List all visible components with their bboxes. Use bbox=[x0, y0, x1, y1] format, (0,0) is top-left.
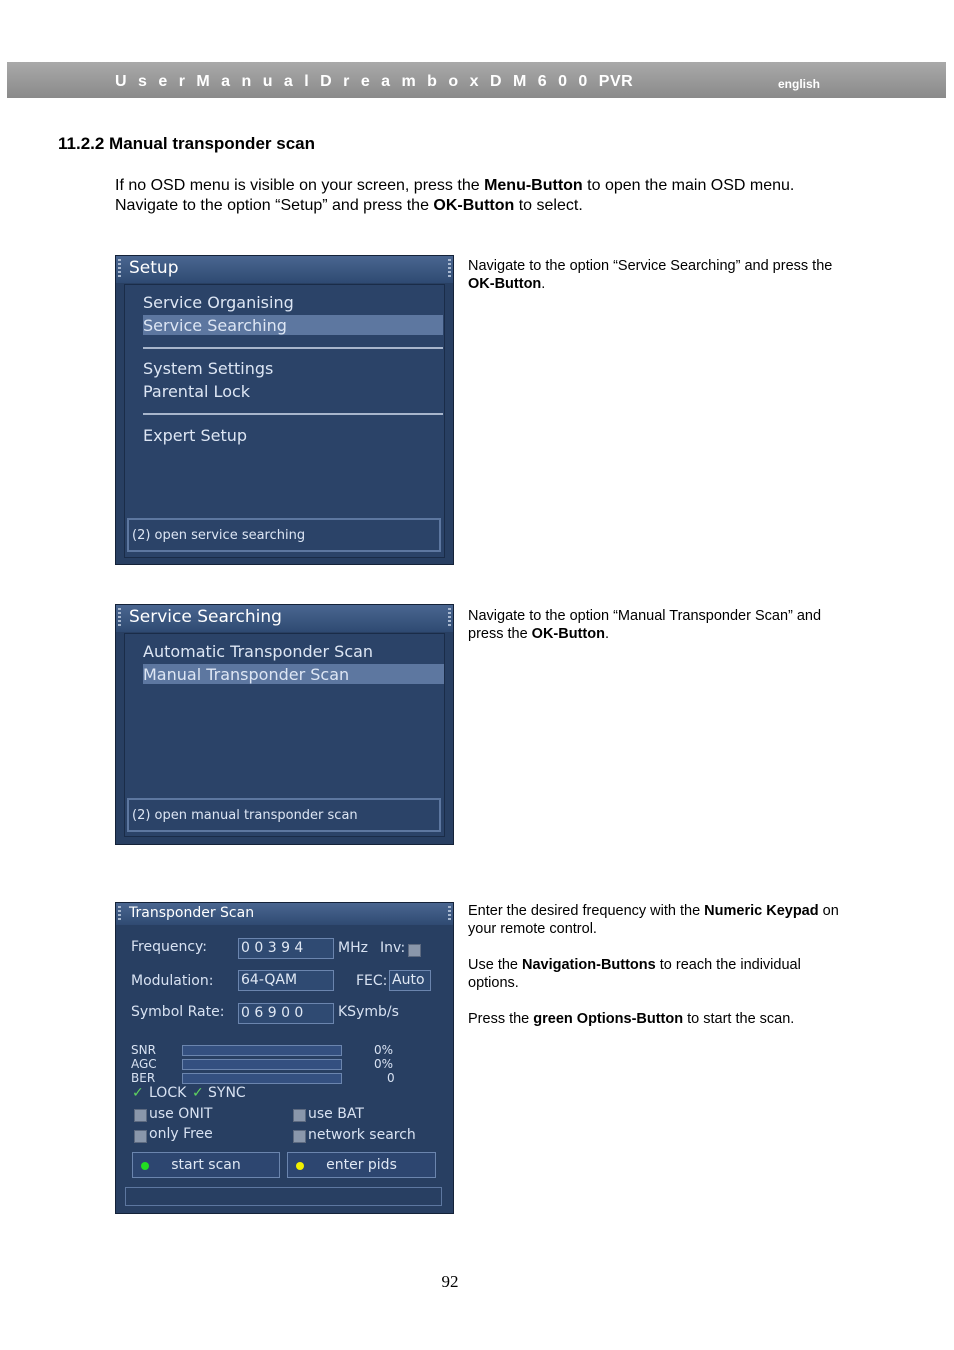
menu-item-expert-setup[interactable]: Expert Setup bbox=[143, 426, 248, 445]
sync-check-icon: ✓ bbox=[192, 1085, 204, 1101]
desc-paragraph: Use the Navigation-Buttons to reach the individual options. bbox=[468, 957, 801, 991]
snr-bar bbox=[182, 1045, 342, 1056]
desc-paragraph: Press the green Options-Button to start the scan. bbox=[468, 1011, 795, 1027]
osd-title: Service Searching bbox=[129, 607, 282, 627]
menu-item-system-settings[interactable]: System Settings bbox=[143, 359, 274, 378]
start-scan-button[interactable] bbox=[132, 1152, 280, 1178]
service-searching-description: Navigate to the option “Manual Transponder Scan” and press the OK-Button. bbox=[468, 608, 822, 642]
fec-select[interactable]: Auto bbox=[389, 970, 431, 991]
use-bat-label: use BAT bbox=[308, 1106, 364, 1122]
page-number: 92 bbox=[441, 1272, 459, 1291]
intro-paragraph: If no OSD menu is visible on your screen, press the Menu-Button to open the main OSD menu. Navigate to the option “Setup” and press the OK-Button to select. bbox=[115, 177, 795, 214]
use-onit-checkbox[interactable] bbox=[134, 1109, 147, 1122]
status-bar bbox=[127, 518, 441, 552]
grip-icon bbox=[118, 259, 121, 279]
symbol-rate-unit: KSymb/s bbox=[338, 1004, 399, 1020]
symbol-rate-input[interactable]: 0 6 9 0 0 bbox=[238, 1003, 334, 1024]
osd-titlebar bbox=[116, 256, 453, 283]
inv-checkbox[interactable] bbox=[408, 944, 421, 957]
enter-pids-label: enter pids bbox=[326, 1157, 397, 1173]
network-search-label: network search bbox=[308, 1127, 416, 1143]
status-text: (2) open manual transponder scan bbox=[132, 808, 358, 823]
fec-label: FEC: bbox=[356, 973, 388, 989]
setup-description: Navigate to the option “Service Searching” and press the OK-Button. bbox=[468, 258, 833, 292]
osd-title: Setup bbox=[129, 258, 179, 278]
grip-icon bbox=[448, 608, 451, 628]
grip-icon bbox=[448, 259, 451, 279]
frequency-unit: MHz bbox=[338, 940, 368, 956]
menu-item-service-searching[interactable]: Service Searching bbox=[143, 316, 287, 335]
ber-bar bbox=[182, 1073, 342, 1084]
status-bar bbox=[125, 1187, 442, 1206]
symbol-rate-label: Symbol Rate: bbox=[131, 1004, 225, 1020]
inv-label: Inv: bbox=[380, 940, 406, 956]
frequency-label: Frequency: bbox=[131, 939, 208, 955]
grip-icon bbox=[448, 906, 451, 922]
snr-value: 0% bbox=[374, 1043, 394, 1057]
use-onit-label: use ONIT bbox=[149, 1106, 213, 1122]
only-free-label: only Free bbox=[149, 1126, 213, 1142]
grip-icon bbox=[118, 608, 121, 628]
only-free-checkbox[interactable] bbox=[134, 1130, 147, 1143]
status-text: (2) open service searching bbox=[132, 528, 306, 543]
setup-menu-screenshot bbox=[115, 255, 454, 565]
osd-title: Transponder Scan bbox=[129, 905, 255, 921]
modulation-label: Modulation: bbox=[131, 973, 214, 989]
osd-menu-panel bbox=[124, 284, 445, 558]
header-bar bbox=[7, 62, 946, 98]
osd-titlebar bbox=[116, 605, 453, 632]
transponder-scan-screenshot bbox=[115, 902, 454, 1214]
agc-label: AGC bbox=[131, 1057, 157, 1071]
use-bat-checkbox[interactable] bbox=[293, 1109, 306, 1122]
start-scan-label: start scan bbox=[171, 1157, 241, 1173]
modulation-select[interactable]: 64-QAM bbox=[238, 970, 334, 991]
osd-titlebar bbox=[116, 903, 453, 925]
grip-icon bbox=[118, 906, 121, 922]
ber-label: BER bbox=[131, 1071, 156, 1085]
frequency-input[interactable]: 0 0 3 9 4 bbox=[238, 938, 334, 959]
section-title: 11.2.2 Manual transponder scan bbox=[58, 134, 315, 153]
menu-item-automatic-scan[interactable]: Automatic Transponder Scan bbox=[143, 642, 374, 661]
transponder-scan-description bbox=[468, 902, 848, 1046]
lock-label: LOCK bbox=[149, 1085, 187, 1101]
language-label: english bbox=[778, 77, 821, 91]
ber-value: 0 bbox=[387, 1071, 395, 1085]
sync-label: SYNC bbox=[208, 1085, 246, 1101]
menu-item-service-organising[interactable]: Service Organising bbox=[143, 293, 294, 312]
manual-title: U s e r M a n u a l D r e a m b o x D M 6 0 0 PVR bbox=[115, 73, 634, 90]
enter-pids-button[interactable] bbox=[287, 1152, 436, 1178]
separator bbox=[143, 347, 443, 349]
status-bar bbox=[127, 798, 441, 832]
snr-label: SNR bbox=[131, 1043, 156, 1057]
menu-item-manual-scan[interactable]: Manual Transponder Scan bbox=[143, 665, 350, 684]
network-search-checkbox[interactable] bbox=[293, 1130, 306, 1143]
menu-item-parental-lock[interactable]: Parental Lock bbox=[143, 382, 251, 401]
service-searching-screenshot bbox=[115, 604, 454, 845]
agc-bar bbox=[182, 1059, 342, 1070]
desc-paragraph: Enter the desired frequency with the Numeric Keypad on your remote control. bbox=[468, 903, 839, 937]
separator bbox=[143, 413, 443, 415]
agc-value: 0% bbox=[374, 1057, 394, 1071]
lock-check-icon: ✓ bbox=[132, 1085, 144, 1101]
